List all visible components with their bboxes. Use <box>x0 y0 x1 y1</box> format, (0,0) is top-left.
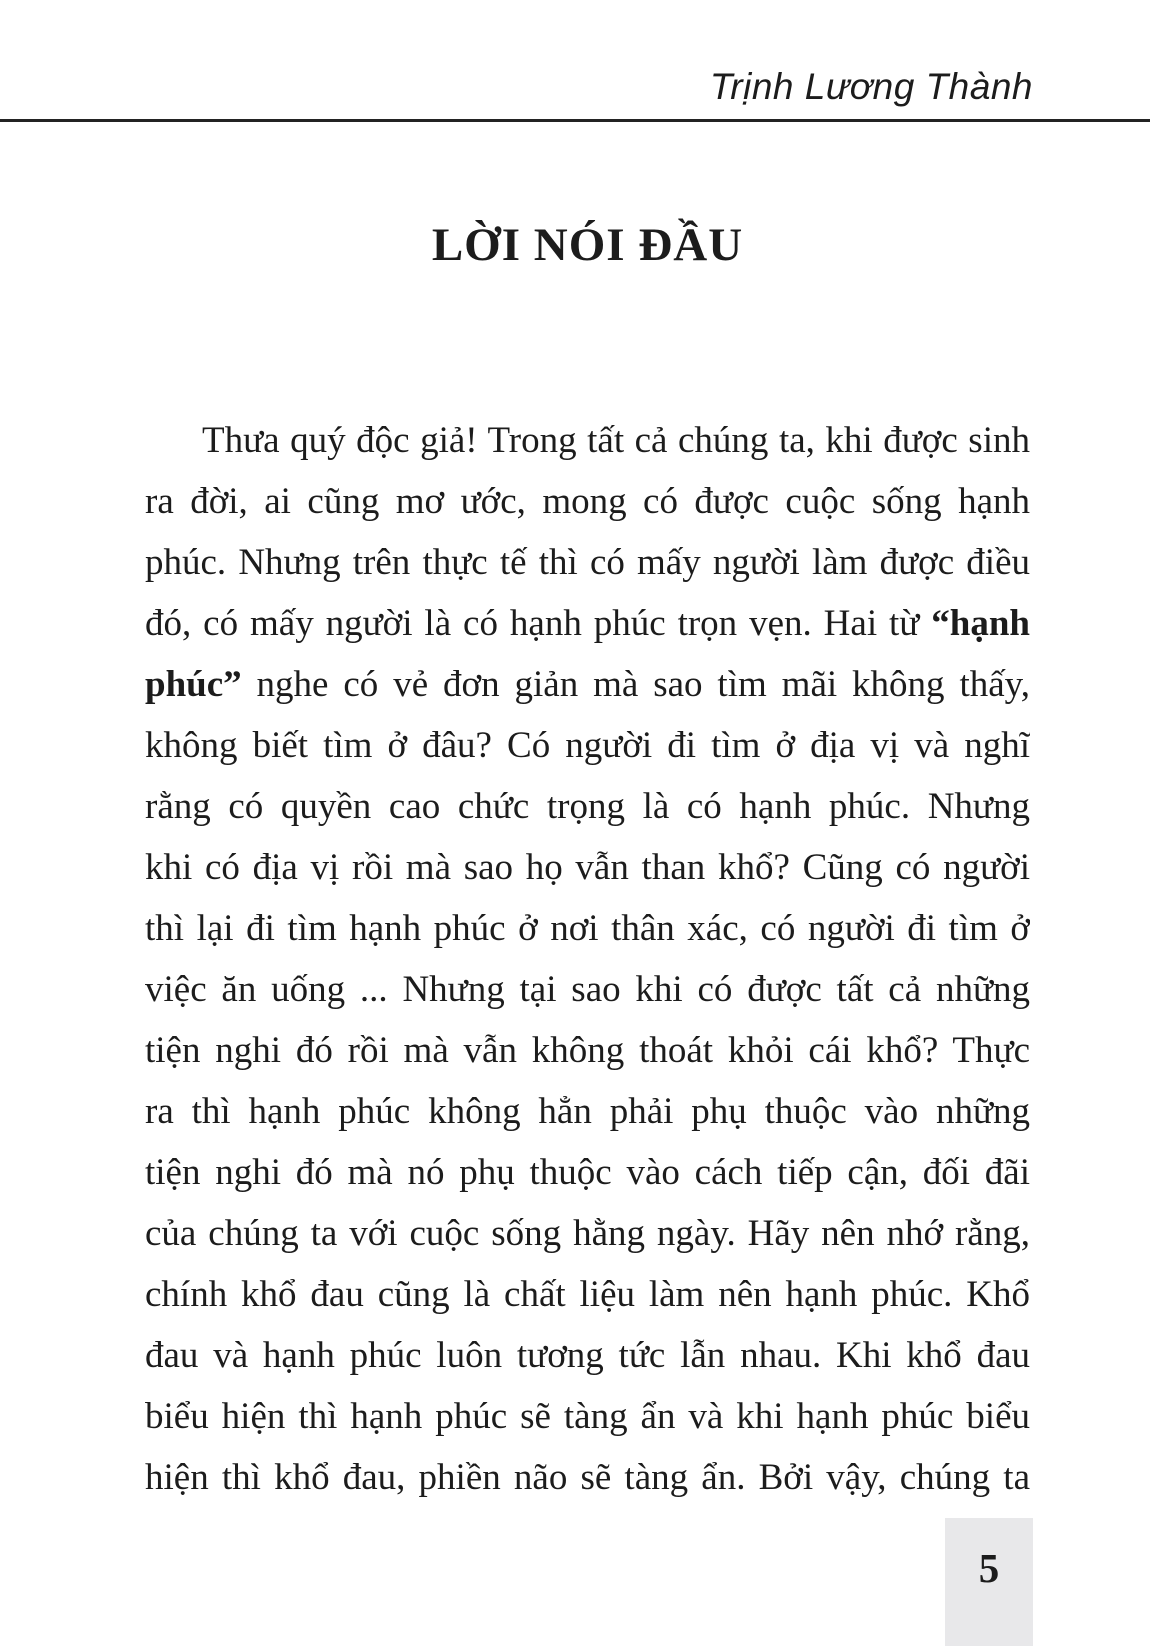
body-text-segment: đau và hạnh phúc luôn tương tức lẫn nhau. Khi khổ đau <box>145 1335 1030 1376</box>
body-text-segment: phúc. Nhưng trên thực tế thì có mấy người làm được điều <box>145 542 1030 583</box>
body-line <box>145 1081 1030 1142</box>
page-number-box <box>945 1518 1033 1646</box>
body-text-segment: hiện thì khổ đau, phiền não sẽ tàng ẩn. Bởi vậy, chúng ta <box>145 1457 1030 1498</box>
body-line <box>145 1386 1030 1447</box>
body-text-segment: của chúng ta với cuộc sống hằng ngày. Hãy nên nhớ rằng, <box>145 1213 1030 1254</box>
body-text-segment: Thưa quý độc giả! Trong tất cả chúng ta, khi được sinh <box>202 420 1030 461</box>
body-line <box>145 959 1030 1020</box>
body-line <box>145 1325 1030 1386</box>
body-line <box>145 471 1030 532</box>
header-divider-rule <box>0 119 1150 122</box>
body-line <box>145 1203 1030 1264</box>
body-text-segment: thì lại đi tìm hạnh phúc ở nơi thân xác, có người đi tìm ở <box>145 908 1030 949</box>
page-title: LỜI NÓI ĐẦU <box>431 219 744 271</box>
body-text-segment: nghe có vẻ đơn giản mà sao tìm mãi không thấy, <box>241 664 1030 705</box>
body-line <box>145 837 1030 898</box>
body-line <box>145 532 1030 593</box>
body-text-segment: biểu hiện thì hạnh phúc sẽ tàng ẩn và khi hạnh phúc biểu <box>145 1396 1030 1437</box>
body-text-segment: không biết tìm ở đâu? Có người đi tìm ở địa vị và nghĩ <box>145 725 1030 766</box>
body-text-segment: ra đời, ai cũng mơ ước, mong có được cuộc sống hạnh <box>145 481 1030 522</box>
body-text-segment: tiện nghi đó mà nó phụ thuộc vào cách tiếp cận, đối đãi <box>145 1152 1030 1193</box>
body-line <box>145 410 1030 471</box>
page-number: 5 <box>978 1545 1000 1591</box>
body-line <box>145 1447 1030 1508</box>
body-text-segment: khi có địa vị rồi mà sao họ vẫn than khổ? Cũng có người <box>145 847 1030 888</box>
body-line <box>145 1142 1030 1203</box>
body-text-segment: đó, có mấy người là có hạnh phúc trọn vẹn. Hai từ <box>145 603 932 644</box>
body-text-bold-segment: “hạnh <box>931 603 1030 644</box>
body-line <box>145 776 1030 837</box>
body-line <box>145 898 1030 959</box>
header-author-name: Trịnh Lương Thành <box>709 66 1033 107</box>
body-line <box>145 654 1030 715</box>
body-line <box>145 1020 1030 1081</box>
body-text-segment: ra thì hạnh phúc không hẳn phải phụ thuộc vào những <box>145 1091 1030 1132</box>
body-paragraph <box>145 410 1030 1508</box>
body-text-segment: tiện nghi đó rồi mà vẫn không thoát khỏi cái khổ? Thực <box>145 1030 1030 1071</box>
body-line <box>145 715 1030 776</box>
body-text-segment: rằng có quyền cao chức trọng là có hạnh phúc. Nhưng <box>145 786 1030 827</box>
body-line <box>145 593 1030 654</box>
body-text-bold-segment: phúc” <box>145 664 242 705</box>
body-text-segment: việc ăn uống ... Nhưng tại sao khi có được tất cả những <box>145 969 1030 1010</box>
body-line <box>145 1264 1030 1325</box>
body-text-segment: chính khổ đau cũng là chất liệu làm nên hạnh phúc. Khổ <box>145 1274 1030 1315</box>
